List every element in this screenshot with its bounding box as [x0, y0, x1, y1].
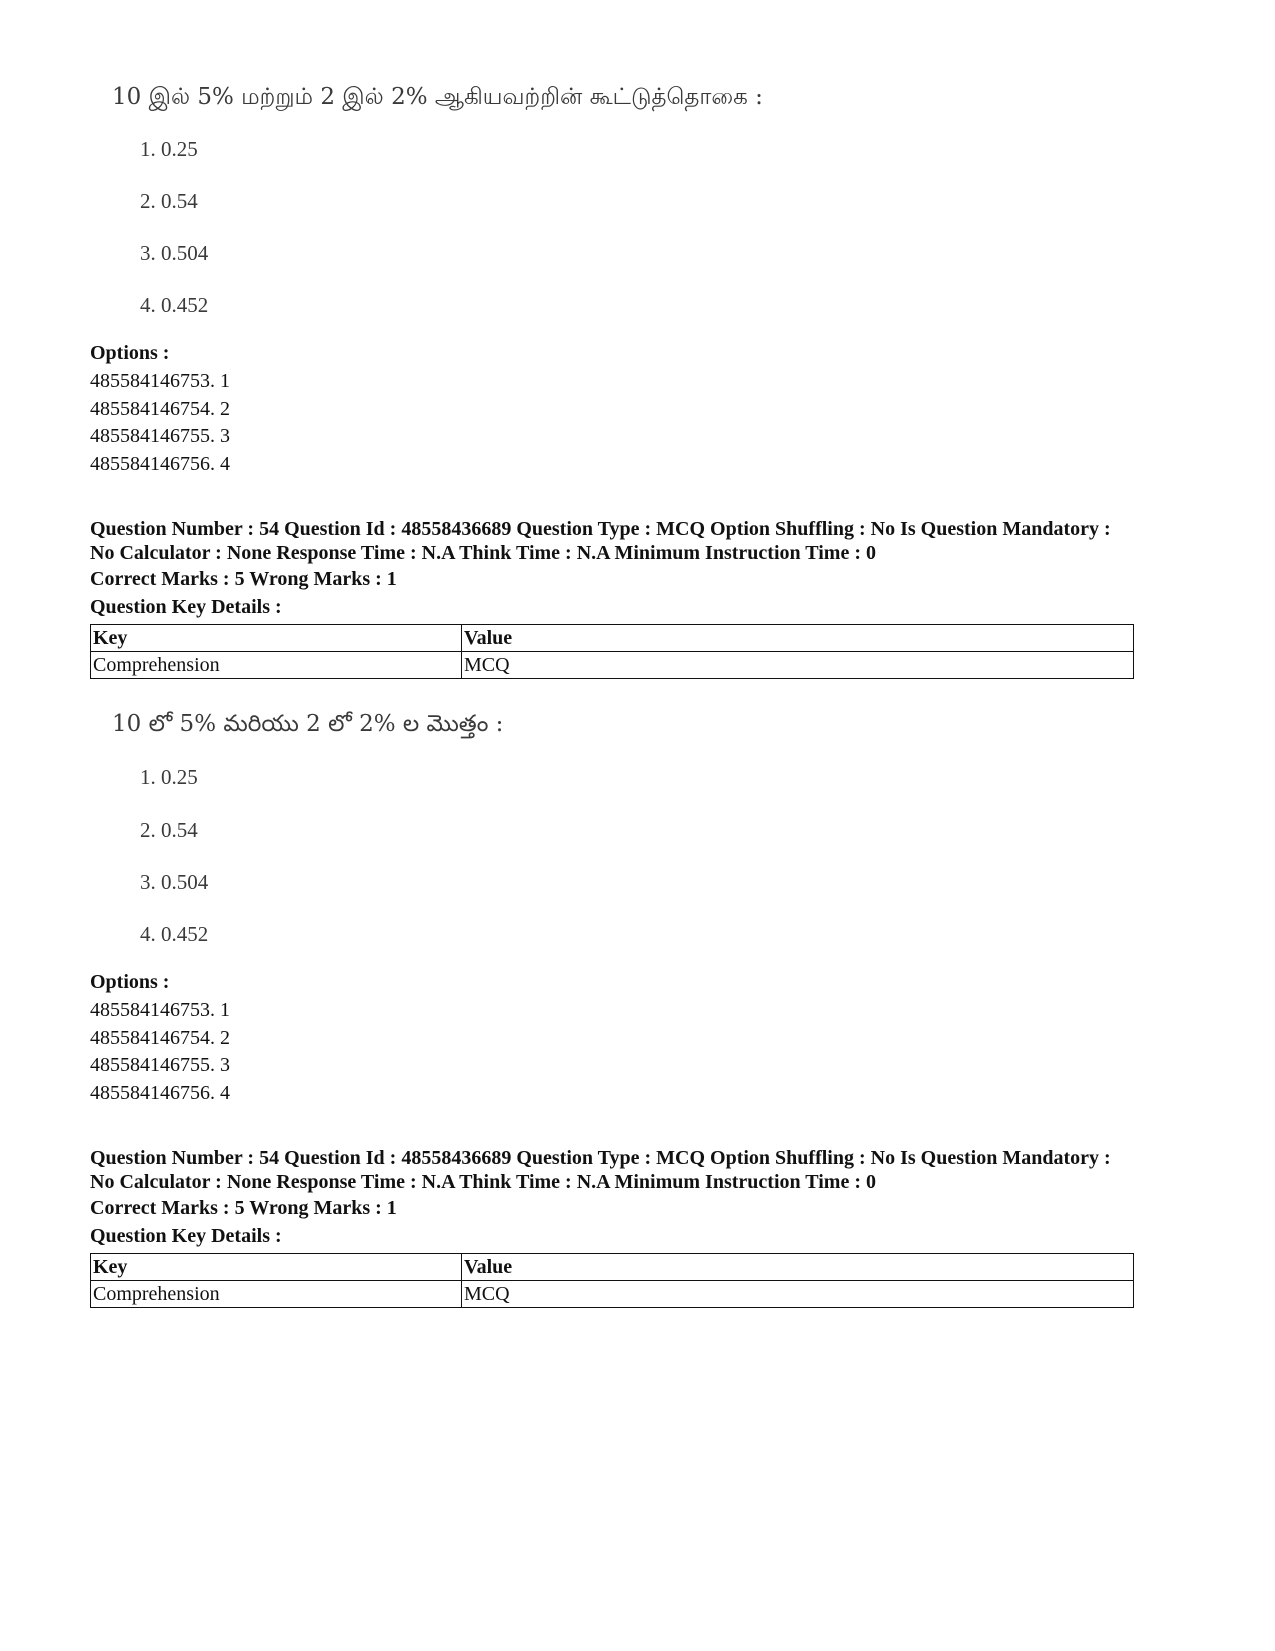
table-cell-key: Comprehension	[91, 652, 462, 679]
question-choice: 3. 0.504	[140, 870, 209, 894]
table-row	[91, 1281, 1134, 1308]
question-meta-line-2: No Calculator : None Response Time : N.A Think Time : N.A Minimum Instruction Time : 0	[90, 1171, 876, 1193]
question-meta	[90, 1146, 1150, 1194]
table-cell-value: MCQ	[462, 652, 1134, 679]
question-choice: 1. 0.25	[140, 765, 198, 789]
option-id: 485584146754. 2	[90, 398, 230, 420]
marks-line: Correct Marks : 5 Wrong Marks : 1	[90, 1197, 397, 1219]
question-key-table	[90, 1253, 1134, 1308]
table-row	[91, 652, 1134, 679]
table-header-key: Key	[91, 625, 462, 652]
table-header-key: Key	[91, 1254, 462, 1281]
table-header-value: Value	[462, 1254, 1134, 1281]
option-id: 485584146754. 2	[90, 1027, 230, 1049]
question-meta	[90, 517, 1150, 565]
question-text-telugu: 10 లో 5% మరియు 2 లో 2% ల మొత్తం :	[112, 711, 504, 737]
marks-line: Correct Marks : 5 Wrong Marks : 1	[90, 568, 397, 590]
table-header-value: Value	[462, 625, 1134, 652]
options-label: Options :	[90, 971, 170, 993]
question-choice: 1. 0.25	[140, 137, 198, 161]
table-cell-value: MCQ	[462, 1281, 1134, 1308]
question-choice: 3. 0.504	[140, 241, 209, 265]
key-details-label: Question Key Details :	[90, 1225, 282, 1247]
table-header-row	[91, 1254, 1134, 1281]
table-header-row	[91, 625, 1134, 652]
option-id: 485584146753. 1	[90, 370, 230, 392]
question-meta-line-1: Question Number : 54 Question Id : 48558436689 Question Type : MCQ Option Shuffling : No Is Question Mandatory :	[90, 518, 1111, 540]
question-choice: 2. 0.54	[140, 818, 198, 842]
key-details-label: Question Key Details :	[90, 596, 282, 618]
question-choice: 4. 0.452	[140, 293, 209, 317]
question-choice: 4. 0.452	[140, 922, 209, 946]
options-label: Options :	[90, 342, 170, 364]
option-id: 485584146756. 4	[90, 453, 230, 475]
option-id: 485584146753. 1	[90, 999, 230, 1021]
option-id: 485584146755. 3	[90, 425, 230, 447]
table-cell-key: Comprehension	[91, 1281, 462, 1308]
question-text-tamil: 10 இல் 5% மற்றும் 2 இல் 2% ஆகியவற்றின் கூட்டுத்தொகை :	[112, 84, 763, 110]
question-meta-line-1: Question Number : 54 Question Id : 48558436689 Question Type : MCQ Option Shuffling : No Is Question Mandatory :	[90, 1147, 1111, 1169]
option-id: 485584146755. 3	[90, 1054, 230, 1076]
question-key-table	[90, 624, 1134, 679]
question-choice: 2. 0.54	[140, 189, 198, 213]
question-meta-line-2: No Calculator : None Response Time : N.A Think Time : N.A Minimum Instruction Time : 0	[90, 542, 876, 564]
option-id: 485584146756. 4	[90, 1082, 230, 1104]
